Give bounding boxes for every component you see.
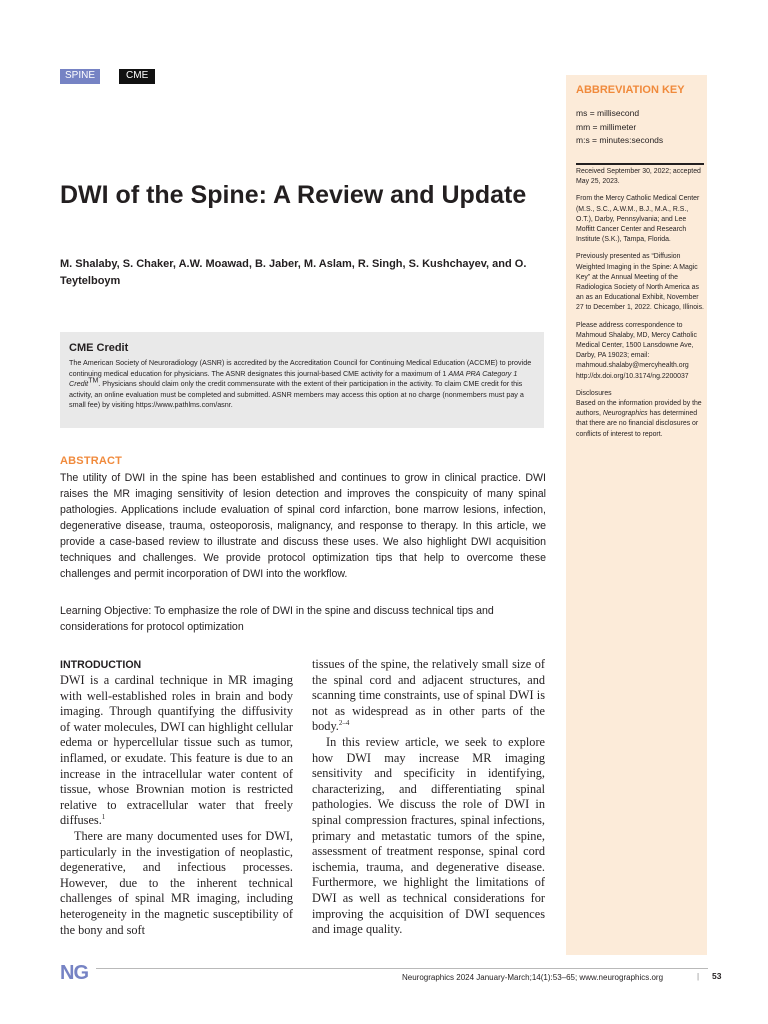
intro-paragraph-3: In this review article, we seek to explore how DWI may increase MR imaging sensitivity and specificity in identifying, characterizing, and differentiating spinal pathologies. We discuss the role of DWI in spinal compression fractures, spinal infections, primary and metastatic tumors of the spine, assessment of treatment response, spinal cord ischemia, trauma, and degenerative disease. Furthermore, we highlight the limitations of DWI as well as technical considerations for improving the acquisition of DWI sequences and image quality.	[312, 734, 545, 937]
abbreviation-key-heading: ABBREVIATION KEY	[576, 84, 685, 96]
correspondence: Please address correspondence to Mahmoud Shalaby, MD, Mercy Catholic Medical Center, 1500 Lansdowne Ave, Darby, PA 19023; email: mahmoud.shalaby@mercyhealth.org http://dx.doi.org/10.3174/ng.2200037	[576, 321, 697, 380]
disclosures: Disclosures Based on the information provided by the authors, Neurographics has determined that there are no financial disclosures or conflicts of interest to report.	[576, 389, 702, 438]
reference-link[interactable]: 2–4	[338, 719, 350, 728]
article-title: DWI of the Spine: A Review and Update	[60, 181, 527, 209]
abstract-text: The utility of DWI in the spine has been established and continues to grow in clinical practice. DWI raises the MR imaging sensitivity of lesion detection and improves the conspicuity of many spinal pathologies. Applications include evaluation of spinal cord infarction, bone marrow lesions, infection, degenerative disease, trauma, osteoporosis, malignancy, and response to therapy. In this article, we provide a case-based review to illustrate and discuss these uses. We also highlight DWI acquisition techniques and challenges. We provide protocol optimization tips that help to overcome these challenges and permit incorporation of DWI into the workflow.	[60, 472, 546, 580]
presentation-note: Previously presented as “Diffusion Weighted Imaging in the Spine: A Magic Key” at the Annual Meeting of the Radiologica Society of North America as an as an Educational Exhibit, November 27 to December 1, 2022. Chicago, Illinois.	[576, 253, 704, 312]
abbreviation-item: ms = millisecond	[576, 108, 640, 118]
received-date: Received September 30, 2022; accepted May 25, 2023.	[576, 168, 701, 186]
footer-citation: Neurographics 2024 January-March;14(1):53–65; www.neurographics.org	[402, 973, 664, 982]
footer-separator: |	[697, 972, 700, 981]
body-column-right	[312, 657, 545, 938]
abbreviation-item: mm = millimeter	[576, 121, 637, 132]
abbreviation-list	[576, 107, 704, 148]
cme-credit-text: The American Society of Neuroradiology (ASNR) is accredited by the Accreditation Council for Continuing Medical Education (ACCME) to provide continuing medical education for physicians. The ASNR designates this journal-based CME activity for a maximum of 1 AMA PRA Category 1 Credit™. Physicians should claim only the credit commensurate with the extent of their participation in the activity. To claim CME credit for this activity, an online evaluation must be completed and submitted. ASNR members may access this option at no charge (nonmembers must pay a small fee) by visiting https://www.pathlms.com/asnr.	[69, 358, 532, 410]
article-notes	[576, 167, 706, 447]
intro-paragraph-2-continued: tissues of the spine, the relatively small size of the spinal cord and adjacent structures, and scanning time constraints, use of spinal DWI is not as widespread as in other parts of the body.$^{2-4}$	[312, 657, 545, 734]
affiliations: From the Mercy Catholic Medical Center (M.S., S.C., A.W.M., B.J., M.A., R.S., O.T.), Darby, Pennsylvania; and Lee Moffitt Cancer Center and Research Institute (S.K.), Tampa, Florida.	[576, 195, 700, 244]
reference-link[interactable]: 1	[101, 813, 106, 822]
body-column-left	[60, 657, 293, 938]
doi-link[interactable]: http://dx.doi.org/10.3174/ng.2200037	[576, 372, 689, 380]
cme-credit-box	[60, 332, 544, 428]
abstract-heading: ABSTRACT	[60, 455, 123, 467]
spine-tag[interactable]: SPINE	[60, 69, 100, 84]
abbreviation-item: m:s = minutes:seconds	[576, 135, 664, 145]
page-number: 53	[712, 971, 722, 981]
intro-paragraph-1: DWI is a cardinal technique in MR imaging with well-established roles in brain and body imaging. Through quantifying the diffusivity of water molecules, DWI can highlight cellular edema or hypercellular tissue such as tumor, inflamed, or exudate. This feature is due to an increase in the intracellular water content of tissue, whose Brownian motion is restricted relative to extracellular water that freely diffuses.$^1$	[60, 673, 293, 828]
author-list: M. Shalaby, S. Chaker, A.W. Moawad, B. Jaber, M. Aslam, R. Singh, S. Kushchayev, and O. Teytelboym	[60, 258, 527, 287]
introduction-heading: INTRODUCTION	[60, 659, 142, 671]
intro-paragraph-2: There are many documented uses for DWI, particularly in the investigation of neoplastic, degenerative, and infectious processes. However, due to the inherent technical challenges of spinal MR imaging, including heterogeneity in the magnetic susceptibility of the bony and soft	[60, 828, 293, 937]
learning-objective: Learning Objective: To emphasize the role of DWI in the spine and discuss technical tips and considerations for protocol optimization	[60, 605, 494, 633]
sidebar-divider	[576, 163, 704, 165]
cme-credit-heading: CME Credit	[69, 342, 129, 354]
neurographics-logo: NG	[60, 962, 88, 984]
cme-tag[interactable]: CME	[119, 69, 155, 84]
footer-divider	[96, 968, 708, 969]
article-tags	[60, 69, 155, 84]
